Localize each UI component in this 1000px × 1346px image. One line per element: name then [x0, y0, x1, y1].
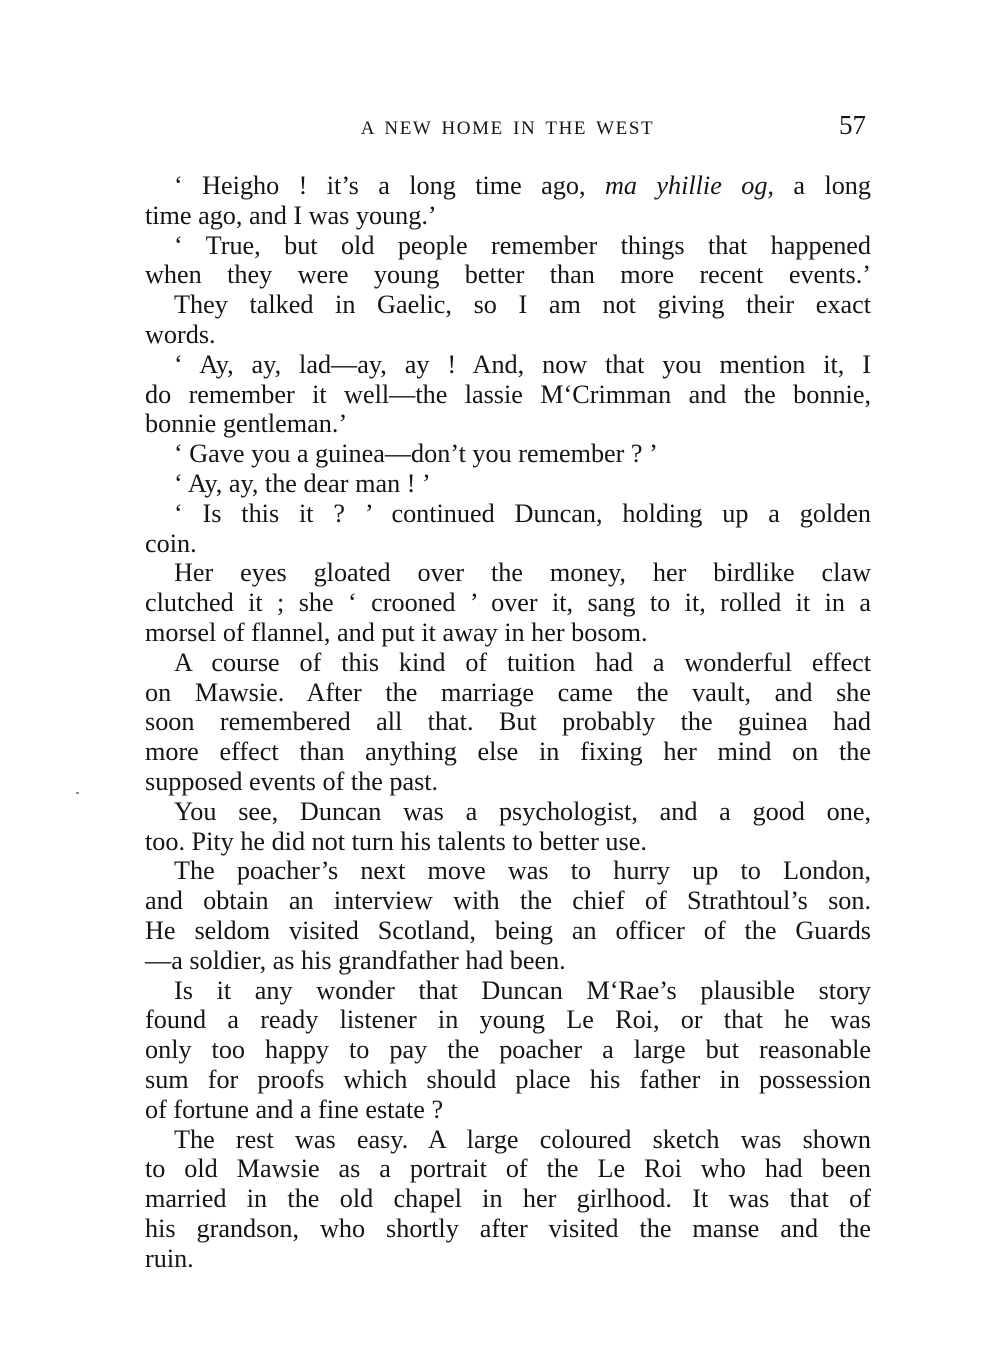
text-line: married in the old chapel in her girlhood. It was that of	[145, 1184, 871, 1214]
text-line: He seldom visited Scotland, being an officer of the Guards	[145, 915, 871, 945]
text-line: ‘ Is this it ? ’ continued Duncan, holding up a golden	[174, 498, 871, 528]
text-line: bonnie gentleman.’	[145, 409, 348, 439]
paragraph	[145, 171, 871, 231]
text-line: clutched it ; she ‘ crooned ’ over it, sang to it, rolled it in a	[145, 588, 871, 618]
paragraph	[145, 469, 871, 499]
text-line	[145, 171, 871, 201]
text-line: do remember it well—the lassie M‘Crimman and the bonnie,	[145, 379, 871, 409]
scan-speck	[76, 792, 79, 794]
text-line: ‘ True, but old people remember things that happened	[174, 230, 871, 260]
text-line: of fortune and a fine estate ?	[145, 1094, 444, 1124]
text-line: and obtain an interview with the chief of Strathtoul’s son.	[145, 886, 871, 916]
body-text	[145, 171, 871, 1273]
text-line: his grandson, who shortly after visited the manse and the	[145, 1213, 871, 1243]
paragraph	[145, 499, 871, 559]
text-line: only too happy to pay the poacher a large but reasonable	[145, 1035, 871, 1065]
text-line: They talked in Gaelic, so I am not giving their exact	[174, 290, 871, 320]
text-line: ‘ Ay, ay, lad—ay, ay ! And, now that you mention it, I	[174, 349, 871, 379]
text-line: to old Mawsie as a portrait of the Le Roi who had been	[145, 1154, 871, 1184]
text-line: too. Pity he did not turn his talents to better use.	[145, 826, 647, 856]
paragraph	[145, 558, 871, 647]
text-line: ruin.	[145, 1243, 194, 1273]
text-segment: a long	[773, 171, 871, 200]
paragraph	[145, 797, 871, 857]
running-title: A NEW HOME IN THE WEST	[360, 118, 655, 139]
text-line: The rest was easy. A large coloured sketch was shown	[174, 1124, 871, 1154]
paragraph	[145, 856, 871, 975]
italic-phrase: ma yhillie og,	[604, 171, 774, 200]
text-line: Her eyes gloated over the money, her birdlike claw	[174, 558, 871, 588]
text-line: The poacher’s next move was to hurry up to London,	[174, 856, 871, 886]
text-line: Is it any wonder that Duncan M‘Rae’s plausible story	[174, 975, 871, 1005]
running-header	[145, 110, 870, 144]
text-line: ‘ Gave you a guinea—don’t you remember ? ’	[174, 439, 658, 469]
paragraph	[145, 439, 871, 469]
text-line: supposed events of the past.	[145, 766, 439, 796]
text-line: time ago, and I was young.’	[145, 200, 437, 230]
text-line: words.	[145, 319, 216, 349]
text-line: —a soldier, as his grandfather had been.	[145, 945, 566, 975]
text-line: when they were young better than more recent events.’	[145, 260, 871, 290]
paragraph	[145, 350, 871, 439]
page-number: 57	[839, 110, 866, 140]
text-line: ‘ Ay, ay, the dear man ! ’	[174, 468, 431, 498]
text-segment: ‘ Heigho ! it’s a long time ago,	[174, 171, 605, 200]
paragraph	[145, 1125, 871, 1274]
text-line: found a ready listener in young Le Roi, or that he was	[145, 1005, 871, 1035]
text-line: morsel of flannel, and put it away in her bosom.	[145, 617, 648, 647]
text-line: soon remembered all that. But probably the guinea had	[145, 707, 871, 737]
paragraph	[145, 290, 871, 350]
text-line: A course of this kind of tuition had a wonderful effect	[174, 647, 871, 677]
paragraph	[145, 976, 871, 1125]
text-line: on Mawsie. After the marriage came the vault, and she	[145, 677, 871, 707]
text-line: coin.	[145, 528, 197, 558]
paragraph	[145, 231, 871, 291]
text-line: sum for proofs which should place his father in possession	[145, 1064, 871, 1094]
text-line: You see, Duncan was a psychologist, and a good one,	[174, 796, 871, 826]
text-line: more effect than anything else in fixing her mind on the	[145, 737, 871, 767]
paragraph	[145, 648, 871, 797]
